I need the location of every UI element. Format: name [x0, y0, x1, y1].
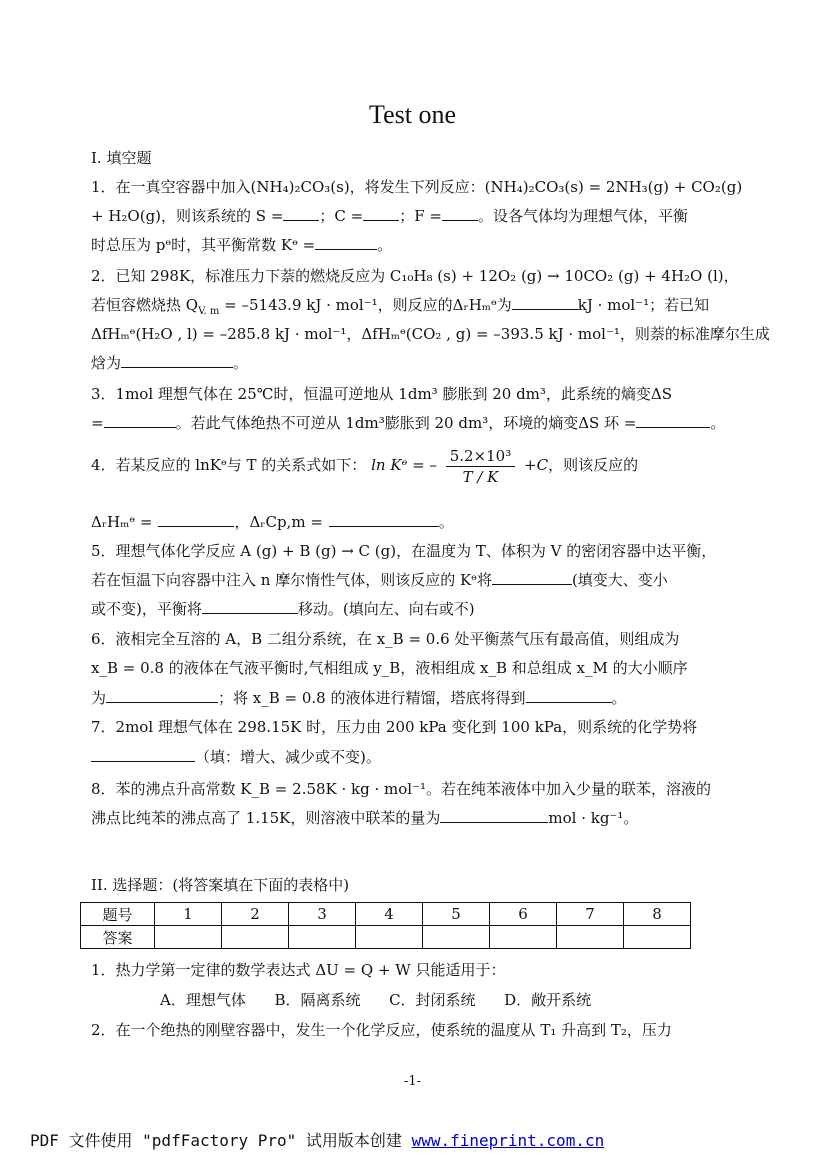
answer-blank — [636, 413, 710, 428]
answer-cell[interactable] — [289, 926, 356, 949]
answer-blank — [91, 747, 195, 762]
answer-blank — [363, 206, 399, 221]
footer-link[interactable]: www.fineprint.com.cn — [411, 1131, 605, 1150]
q4-line1: 4．若某反应的 lnKᶱ与 T 的关系式如下： ln Kᶱ = – $\frac{\text{5.2×10³}}{T / K}$ +C，则该反应的 — [91, 446, 639, 486]
answer-blank — [315, 235, 377, 250]
answer-blank — [158, 512, 234, 527]
pdf-footer: PDF 文件使用 "pdfFactory Pro" 试用版本创建 www.fineprint.com.cn — [30, 1131, 605, 1150]
table-row — [81, 926, 691, 949]
q3-line1: 3．1mol 理想气体在 25℃时，恒温可逆地从 1dm³ 膨胀到 20 dm³，此系统的熵变ΔS — [91, 385, 673, 403]
answer-cell[interactable] — [155, 926, 222, 949]
answer-blank — [329, 512, 439, 527]
answer-cell[interactable] — [557, 926, 624, 949]
document-title: Test one — [369, 100, 456, 129]
mc1-options: A．理想气体 B．隔离系统 C．封闭系统 D．敞开系统 — [160, 991, 592, 1009]
mc2-stem: 2．在一个绝热的刚壁容器中，发生一个化学反应，使系统的温度从 T₁ 升高到 T₂，压力 — [91, 1021, 672, 1039]
question-number-cell: 4 — [356, 903, 423, 926]
formula-fraction — [446, 446, 516, 487]
answer-cell[interactable] — [222, 926, 289, 949]
question-number-cell: 1 — [155, 903, 222, 926]
q3-line2: = 。若此气体绝热不可逆从 1dm³膨胀到 20 dm³，环境的熵变ΔS 环 = 。 — [91, 414, 726, 432]
q6-line1: 6．液相完全互溶的 A，B 二组分系统，在 x_B = 0.6 处平衡蒸气压有最高值，则组成为 — [91, 630, 680, 648]
q5-line1: 5．理想气体化学反应 A (g) + B (g) → C (g)，在温度为 T、体积为 V 的密闭容器中达平衡， — [91, 542, 717, 560]
answer-table — [80, 902, 691, 949]
answer-cell[interactable] — [423, 926, 490, 949]
question-number-cell: 5 — [423, 903, 490, 926]
q5-line2: 若在恒温下向容器中注入 n 摩尔惰性气体，则该反应的 Kᶱ将 (填变大、变小 — [91, 571, 668, 589]
q5-line3: 或不变)，平衡将 移动。(填向左、向右或不) — [91, 600, 475, 618]
q8-line1: 8．苯的沸点升高常数 K_B = 2.58K · kg · mol⁻¹。若在纯苯液体中加入少量的联苯，溶液的 — [91, 780, 712, 798]
formula-rhs: +C — [524, 456, 549, 474]
question-number-cell: 8 — [624, 903, 691, 926]
answer-blank — [526, 688, 612, 703]
answer-blank — [440, 808, 548, 823]
table-header-cell: 题号 — [81, 903, 155, 926]
question-number-cell: 2 — [222, 903, 289, 926]
question-number-cell: 3 — [289, 903, 356, 926]
q2-line1: 2．已知 298K，标准压力下萘的燃烧反应为 C₁₀H₈ (s) + 12O₂ (g) → 10CO₂ (g) + 4H₂O (l)， — [91, 267, 739, 285]
answer-blank — [121, 353, 233, 368]
mc1-stem: 1．热力学第一定律的数学表达式 ΔU = Q + W 只能适用于： — [91, 961, 506, 979]
answer-cell[interactable] — [356, 926, 423, 949]
q8-line2: 沸点比纯苯的沸点高了 1.15K，则溶液中联苯的量为 mol · kg⁻¹。 — [91, 809, 639, 827]
fraction-denominator: T / K — [462, 467, 499, 486]
fraction-numerator: 5.2×10³ — [446, 446, 516, 467]
q1-line3: 时总压为 pᶱ时，其平衡常数 Kᶱ = 。 — [91, 236, 393, 254]
answer-blank — [442, 206, 478, 221]
table-row — [81, 903, 691, 926]
table-header-cell: 答案 — [81, 926, 155, 949]
answer-blank — [283, 206, 319, 221]
answer-blank — [202, 599, 298, 614]
section1-heading: I. 填空题 — [91, 149, 152, 167]
q2-line2: 若恒容燃烧热 $Q_{V. m} = -5143.9$ kJ · mol⁻¹，则反应的ΔᵣHₘᶱ为 kJ · mol⁻¹；若已知 — [91, 296, 710, 317]
answer-cell[interactable] — [490, 926, 557, 949]
q4-line2: ΔᵣHₘᶱ = ，ΔᵣCp,m = 。 — [91, 513, 454, 531]
q7-line1: 7．2mol 理想气体在 298.15K 时，压力由 200 kPa 变化到 100 kPa，则系统的化学势将 — [91, 718, 698, 736]
answer-blank — [104, 413, 176, 428]
q7-line2: （填：增大、减少或不变)。 — [91, 747, 741, 767]
q2-line3: ΔfHₘᶱ(H₂O , l) = –285.8 kJ · mol⁻¹，ΔfHₘᶱ(CO₂ , g) = –393.5 kJ · mol⁻¹，则萘的标准摩尔生成 — [91, 325, 770, 343]
q6-line2: x_B = 0.8 的液体在气液平衡时,气相组成 y_B，液相组成 x_B 和总组成 x_M 的大小顺序 — [91, 659, 688, 677]
formula-lhs: ln Kᶱ = – — [371, 456, 437, 474]
question-number-cell: 6 — [490, 903, 557, 926]
q2-line4: 焓为 。 — [91, 354, 249, 372]
answer-blank — [106, 688, 218, 703]
answer-cell[interactable] — [624, 926, 691, 949]
answer-blank — [512, 295, 578, 310]
q1-line1: 1．在一真空容器中加入(NH₄)₂CO₃(s)，将发生下列反应：(NH₄)₂CO₃(s) = 2NH₃(g) + CO₂(g) — [91, 178, 743, 196]
question-number-cell: 7 — [557, 903, 624, 926]
q1-line2: + H₂O(g)，则该系统的 S = ；C = ；F = 。设各气体均为理想气体，平衡 — [91, 207, 689, 225]
section2-heading: II. 选择题：(将答案填在下面的表格中) — [91, 876, 350, 894]
answer-blank — [492, 570, 572, 585]
q6-line3: 为 ；将 x_B = 0.8 的液体进行精馏，塔底将得到 。 — [91, 689, 627, 707]
page-number: -1- — [403, 1074, 422, 1089]
